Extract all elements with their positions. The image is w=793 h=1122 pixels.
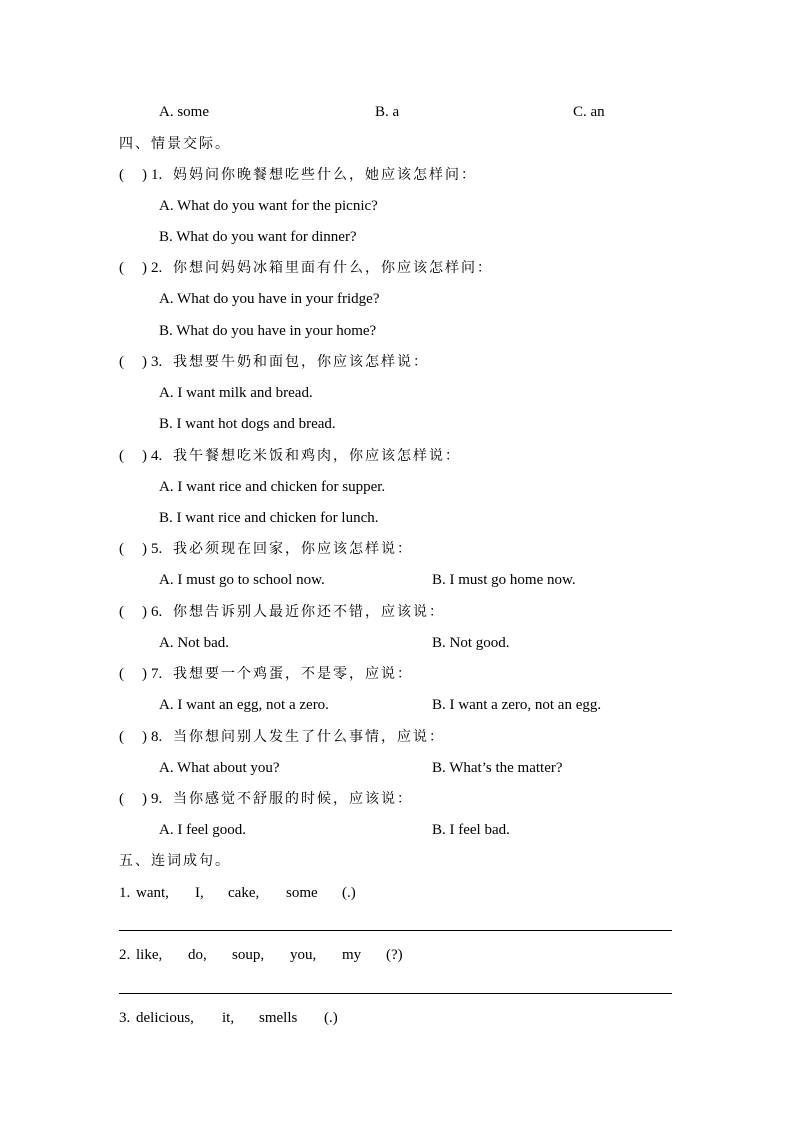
item-2-word: my [342, 947, 362, 963]
question-6-number: 6. [151, 604, 163, 620]
question-5-option-b: B. I must go home now. [432, 572, 576, 588]
question-9-option-b: B. I feel bad. [432, 822, 510, 838]
item-1-word: want, [136, 885, 169, 901]
item-2-word: you, [290, 947, 317, 963]
question-8-option-a: A. What about you? [159, 760, 280, 776]
item-2-word: soup, [232, 947, 265, 963]
question-9-close-bracket: ) [142, 791, 147, 807]
question-4-option-b: B. I want rice and chicken for lunch. [159, 510, 379, 526]
item-2-word: (?) [386, 947, 403, 963]
question-2-open-bracket: ( [119, 260, 124, 276]
question-6-prompt: 你想告诉别人最近你还不错，应该说： [173, 604, 445, 620]
question-3-close-bracket: ) [142, 354, 147, 370]
item-2-word: like, [136, 947, 163, 963]
question-5-number: 5. [151, 541, 163, 557]
question-3-option-a: A. I want milk and bread. [159, 385, 313, 401]
question-2-option-b: B. What do you have in your home? [159, 323, 377, 339]
question-5-close-bracket: ) [142, 541, 147, 557]
question-8-prompt: 当你想问别人发生了什么事情，应说： [173, 729, 445, 745]
question-2-number: 2. [151, 260, 163, 276]
item-1-word: I, [195, 885, 204, 901]
question-7-open-bracket: ( [119, 666, 124, 682]
question-5-open-bracket: ( [119, 541, 124, 557]
question-2-prompt: 你想问妈妈冰箱里面有什么，你应该怎样问： [173, 260, 493, 276]
answer-line-2[interactable] [119, 993, 672, 994]
question-7-close-bracket: ) [142, 666, 147, 682]
question-4-number: 4. [151, 448, 163, 464]
item-3-word: smells [259, 1010, 298, 1026]
question-1-number: 1. [151, 167, 163, 183]
question-7-option-a: A. I want an egg, not a zero. [159, 697, 329, 713]
answer-line-1[interactable] [119, 930, 672, 931]
section-5-heading: 五、连词成句。 [119, 853, 231, 869]
question-9-open-bracket: ( [119, 791, 124, 807]
question-1-option-a: A. What do you want for the picnic? [159, 198, 378, 214]
item-2-word: do, [188, 947, 207, 963]
question-1-prompt: 妈妈问你晚餐想吃些什么，她应该怎样问： [173, 167, 477, 183]
question-2-close-bracket: ) [142, 260, 147, 276]
question-7-option-b: B. I want a zero, not an egg. [432, 697, 602, 713]
item-2-number: 2. [119, 947, 131, 963]
question-8-option-b: B. What’s the matter? [432, 760, 563, 776]
question-1-option-b: B. What do you want for dinner? [159, 229, 357, 245]
question-6-option-b: B. Not good. [432, 635, 510, 651]
question-6-open-bracket: ( [119, 604, 124, 620]
option-a: A. some [159, 104, 209, 120]
item-3-word: it, [222, 1010, 235, 1026]
question-1-close-bracket: ) [142, 167, 147, 183]
question-5-option-a: A. I must go to school now. [159, 572, 325, 588]
option-c: C. an [573, 104, 605, 120]
question-4-option-a: A. I want rice and chicken for supper. [159, 479, 386, 495]
section-4-heading: 四、情景交际。 [119, 136, 231, 152]
question-3-open-bracket: ( [119, 354, 124, 370]
question-7-prompt: 我想要一个鸡蛋，不是零，应说： [173, 666, 413, 682]
item-1-number: 1. [119, 885, 131, 901]
question-6-close-bracket: ) [142, 604, 147, 620]
item-3-number: 3. [119, 1010, 131, 1026]
item-3-word: (.) [324, 1010, 338, 1026]
option-b: B. a [375, 104, 400, 120]
question-9-number: 9. [151, 791, 163, 807]
question-3-prompt: 我想要牛奶和面包，你应该怎样说： [173, 354, 429, 370]
question-5-prompt: 我必须现在回家，你应该怎样说： [173, 541, 413, 557]
question-4-open-bracket: ( [119, 448, 124, 464]
question-9-option-a: A. I feel good. [159, 822, 247, 838]
question-7-number: 7. [151, 666, 163, 682]
question-2-option-a: A. What do you have in your fridge? [159, 291, 380, 307]
item-3-word: delicious, [136, 1010, 194, 1026]
question-3-number: 3. [151, 354, 163, 370]
question-9-prompt: 当你感觉不舒服的时候，应该说： [173, 791, 413, 807]
question-8-close-bracket: ) [142, 729, 147, 745]
question-8-number: 8. [151, 729, 163, 745]
question-8-open-bracket: ( [119, 729, 124, 745]
item-1-word: (.) [342, 885, 356, 901]
question-3-option-b: B. I want hot dogs and bread. [159, 416, 336, 432]
item-1-word: some [286, 885, 318, 901]
item-1-word: cake, [228, 885, 260, 901]
question-1-open-bracket: ( [119, 167, 124, 183]
question-4-close-bracket: ) [142, 448, 147, 464]
question-6-option-a: A. Not bad. [159, 635, 229, 651]
question-4-prompt: 我午餐想吃米饭和鸡肉，你应该怎样说： [173, 448, 461, 464]
